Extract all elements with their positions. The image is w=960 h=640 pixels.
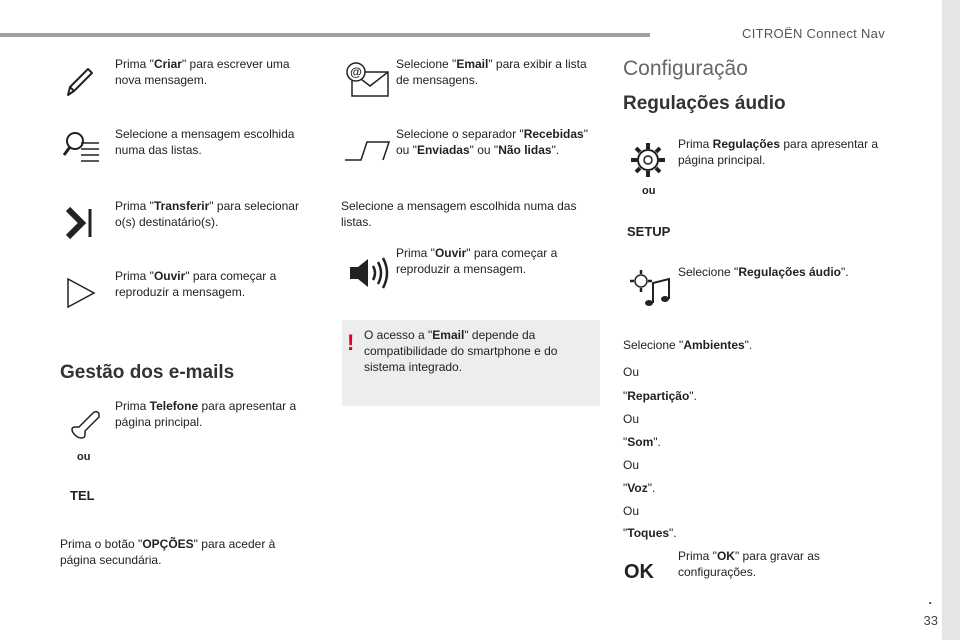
or-text-4: Ou: [623, 504, 640, 518]
setup-button-label: SETUP: [627, 224, 671, 239]
or-label: ou: [77, 451, 91, 463]
or-label-2: ou: [642, 185, 656, 197]
create-message-text: Prima "Criar" para escrever uma nova mensagem.: [115, 57, 290, 87]
listen-text-2: Prima "Ouvir" para começar a reproduzir a mensagem.: [396, 246, 558, 276]
gear-icon: [618, 137, 678, 183]
side-strip: [942, 0, 960, 640]
header-bar: [0, 33, 650, 37]
play-icon: [50, 270, 110, 316]
sound-text: "Som".: [623, 435, 661, 449]
email-section-title: Gestão dos e-mails: [60, 362, 235, 383]
select-message-text: Selecione a mensagem escolhida numa das listas.: [115, 127, 295, 157]
audio-settings-text: Selecione "Regulações áudio".: [678, 265, 849, 279]
options-text: Prima o botão "OPÇÕES" para aceder à página secundária.: [60, 537, 276, 567]
tab-icon: [338, 128, 398, 174]
ok-button-label: OK: [624, 561, 654, 583]
svg-text:@: @: [350, 65, 362, 79]
listen-text: Prima "Ouvir" para começar a reproduzir a mensagem.: [115, 269, 277, 299]
settings-text: Prima Regulações para apresentar a página principal.: [678, 137, 879, 167]
forward-text: Prima "Transferir" para selecionar o(s) destinatário(s).: [115, 199, 299, 229]
note-text: O acesso a "Email" depende da compatibilidade do smartphone e do sistema integrado.: [364, 328, 558, 374]
or-text-2: Ou: [623, 412, 640, 426]
phone-icon: [55, 400, 115, 446]
warning-icon: !: [347, 330, 355, 355]
pencil-icon: [50, 58, 110, 104]
select-message-text-2: Selecione a mensagem escolhida numa das listas.: [341, 199, 577, 229]
or-text-1: Ou: [623, 365, 640, 379]
config-title: Configuração: [623, 57, 748, 80]
audio-settings-icon: [620, 266, 680, 312]
distribution-text: "Repartição".: [623, 389, 697, 403]
ambients-text: Selecione "Ambientes".: [623, 338, 753, 352]
email-icon: [338, 57, 398, 103]
email-select-text: Selecione "Email" para exibir a lista de mensagens.: [396, 57, 587, 87]
voice-text: "Voz".: [623, 481, 656, 495]
speaker-icon: [338, 250, 398, 296]
tab-select-text: Selecione o separador "Recebidas" ou "Enviadas" ou "Não lidas".: [396, 127, 588, 157]
audio-section-title: Regulações áudio: [623, 93, 786, 114]
or-text-3: Ou: [623, 458, 640, 472]
search-list-icon: [50, 125, 110, 171]
brand-title: CITROËN Connect Nav: [742, 26, 885, 41]
tel-button-label: TEL: [70, 488, 95, 503]
page-dot: .: [928, 592, 932, 607]
forward-icon: [48, 200, 108, 246]
phone-text: Prima Telefone para apresentar a página principal.: [115, 399, 297, 429]
page-number: 33: [923, 613, 938, 628]
ringtones-text: "Toques".: [623, 526, 677, 540]
ok-text: Prima "OK" para gravar as configurações.: [678, 549, 820, 579]
